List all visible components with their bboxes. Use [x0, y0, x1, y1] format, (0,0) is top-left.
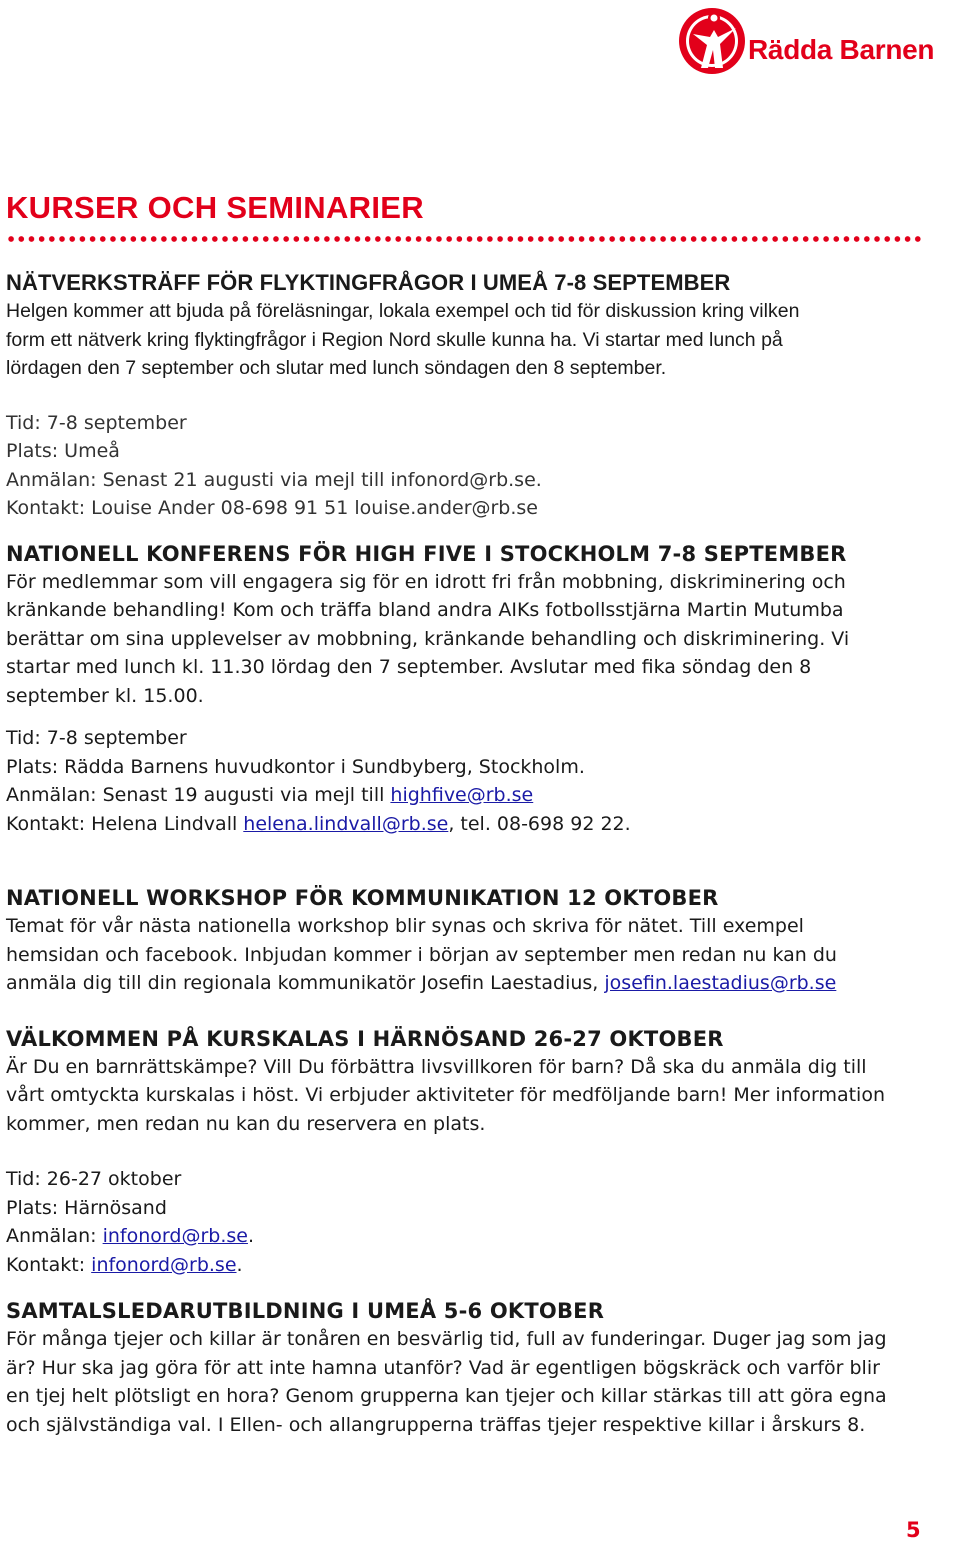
body-line: lördagen den 7 september och slutar med lunch söndagen den 8 september. [6, 357, 667, 379]
rb-logo [676, 4, 960, 76]
section-flyktingfragor [6, 269, 926, 523]
page-number: 5 [906, 1518, 921, 1542]
detail-time: Tid: 26-27 oktober [6, 1168, 182, 1190]
detail-time: Tid: 7-8 september [6, 411, 187, 434]
section-high-five [6, 540, 926, 839]
detail-text: . [247, 1225, 254, 1247]
detail-registration: Anmälan: Senast 21 augusti via mejl till infonord@rb.se. [6, 468, 542, 491]
section-body [6, 568, 926, 711]
section-body [6, 297, 926, 383]
section-samtalsledare [6, 1297, 926, 1439]
main-content [6, 269, 926, 1439]
detail-text: Anmälan: Senast 19 augusti via mejl till [6, 784, 391, 806]
detail-text: , tel. 08-698 92 22. [448, 812, 631, 835]
page-title: KURSER OCH SEMINARIER [6, 190, 424, 225]
detail-text: Kontakt: [6, 1253, 92, 1276]
body-line: form ett nätverk kring flyktingfrågor i Region Nord skulle kunna ha. Vi startar med lunch på [6, 328, 783, 351]
body-line: en tjej helt plötsligt en hora? Genom grupperna kan tjejer och killar stärkas till att göra egna [6, 1385, 887, 1407]
section-title: VÄLKOMMEN PÅ KURSKALAS I HÄRNÖSAND 26-27 OKTOBER [6, 1026, 724, 1051]
detail-time: Tid: 7-8 september [6, 727, 187, 749]
section-body [6, 1325, 926, 1439]
email-link-highfive[interactable]: highfive@rb.se [390, 784, 534, 806]
detail-registration [6, 1222, 926, 1251]
body-text: anmäla dig till din regionala kommunikatör Josefin Laestadius, [6, 972, 605, 994]
detail-registration [6, 781, 926, 810]
section-body [6, 1053, 926, 1139]
event-details [6, 409, 926, 523]
body-line: För många tjejer och killar är tonåren en besvärlig tid, full av funderingar. Duger jag som jag [6, 1328, 887, 1350]
detail-place: Plats: Rädda Barnens huvudkontor i Sundbyberg, Stockholm. [6, 755, 585, 778]
event-details [6, 724, 926, 838]
body-line: För medlemmar som vill engagera sig för en idrott fri från mobbning, diskriminering och [6, 570, 846, 593]
email-link-infonord-contact[interactable]: infonord@rb.se [91, 1253, 237, 1276]
email-link-infonord[interactable]: infonord@rb.se [102, 1225, 248, 1247]
body-line: startar med lunch kl. 11.30 lördag den 7 september. Avslutar med fika söndag den 8 [6, 656, 812, 678]
section-kurskalas [6, 1025, 926, 1280]
section-title: NATIONELL KONFERENS FÖR HIGH FIVE I STOCKHOLM 7-8 SEPTEMBER [6, 541, 847, 566]
body-line: Temat för vår nästa nationella workshop blir synas och skriva för nätet. Till exempel [6, 915, 804, 937]
body-line: och självständiga val. I Ellen- och allangrupperna träffas tjejer respektive killar i årskurs 8. [6, 1413, 866, 1436]
detail-text: Anmälan: [6, 1225, 103, 1247]
section-workshop [6, 884, 926, 998]
detail-place: Plats: Umeå [6, 440, 120, 462]
detail-contact [6, 1251, 926, 1280]
event-details [6, 1165, 926, 1279]
body-line [6, 969, 926, 998]
body-line: Helgen kommer att bjuda på föreläsningar, lokala exempel och tid för diskussion kring vilken [6, 300, 800, 322]
email-link-helena[interactable]: helena.lindvall@rb.se [243, 812, 449, 835]
detail-contact: Kontakt: Louise Ander 08-698 91 51 louise.ander@rb.se [6, 497, 538, 519]
body-line: kommer, men redan nu kan du reservera en plats. [6, 1112, 486, 1135]
body-line: vårt omtyckta kurskalas i höst. Vi erbjuder aktiviteter för medföljande barn! Mer information [6, 1084, 886, 1106]
body-line: hemsidan och facebook. Inbjudan kommer i början av september men redan nu kan du [6, 943, 837, 966]
brand-name: Rädda Barnen [748, 34, 935, 65]
email-link-josefin[interactable]: josefin.laestadius@rb.se [604, 972, 837, 994]
body-line: är? Hur ska jag göra för att inte hamna utanför? Vad är egentligen bögskräck och varför blir [6, 1356, 880, 1379]
detail-text: . [236, 1253, 243, 1276]
detail-contact [6, 810, 926, 839]
running-child-logo-icon [676, 4, 748, 76]
section-title: NÄTVERKSTRÄFF FÖR FLYKTINGFRÅGOR I UMEÅ 7-8 SEPTEMBER [6, 270, 731, 295]
section-title: SAMTALSLEDARUTBILDNING I UMEÅ 5-6 OKTOBER [6, 1299, 605, 1323]
section-title: NATIONELL WORKSHOP FÖR KOMMUNIKATION 12 OKTOBER [6, 886, 719, 910]
section-body [6, 912, 926, 998]
body-line: september kl. 15.00. [6, 684, 204, 707]
dotted-divider [6, 236, 922, 242]
body-line: Är Du en barnrättskämpe? Vill Du förbättra livsvillkoren för barn? Då ska du anmäla dig till [6, 1055, 867, 1078]
body-line: kränkande behandling! Kom och träffa bland andra AIKs fotbollsstjärna Martin Mutumba [6, 599, 844, 621]
detail-place: Plats: Härnösand [6, 1196, 167, 1219]
body-line: berättar om sina upplevelser av mobbning, kränkande behandling och diskriminering. Vi [6, 627, 850, 650]
detail-text: Kontakt: Helena Lindvall [6, 812, 244, 835]
